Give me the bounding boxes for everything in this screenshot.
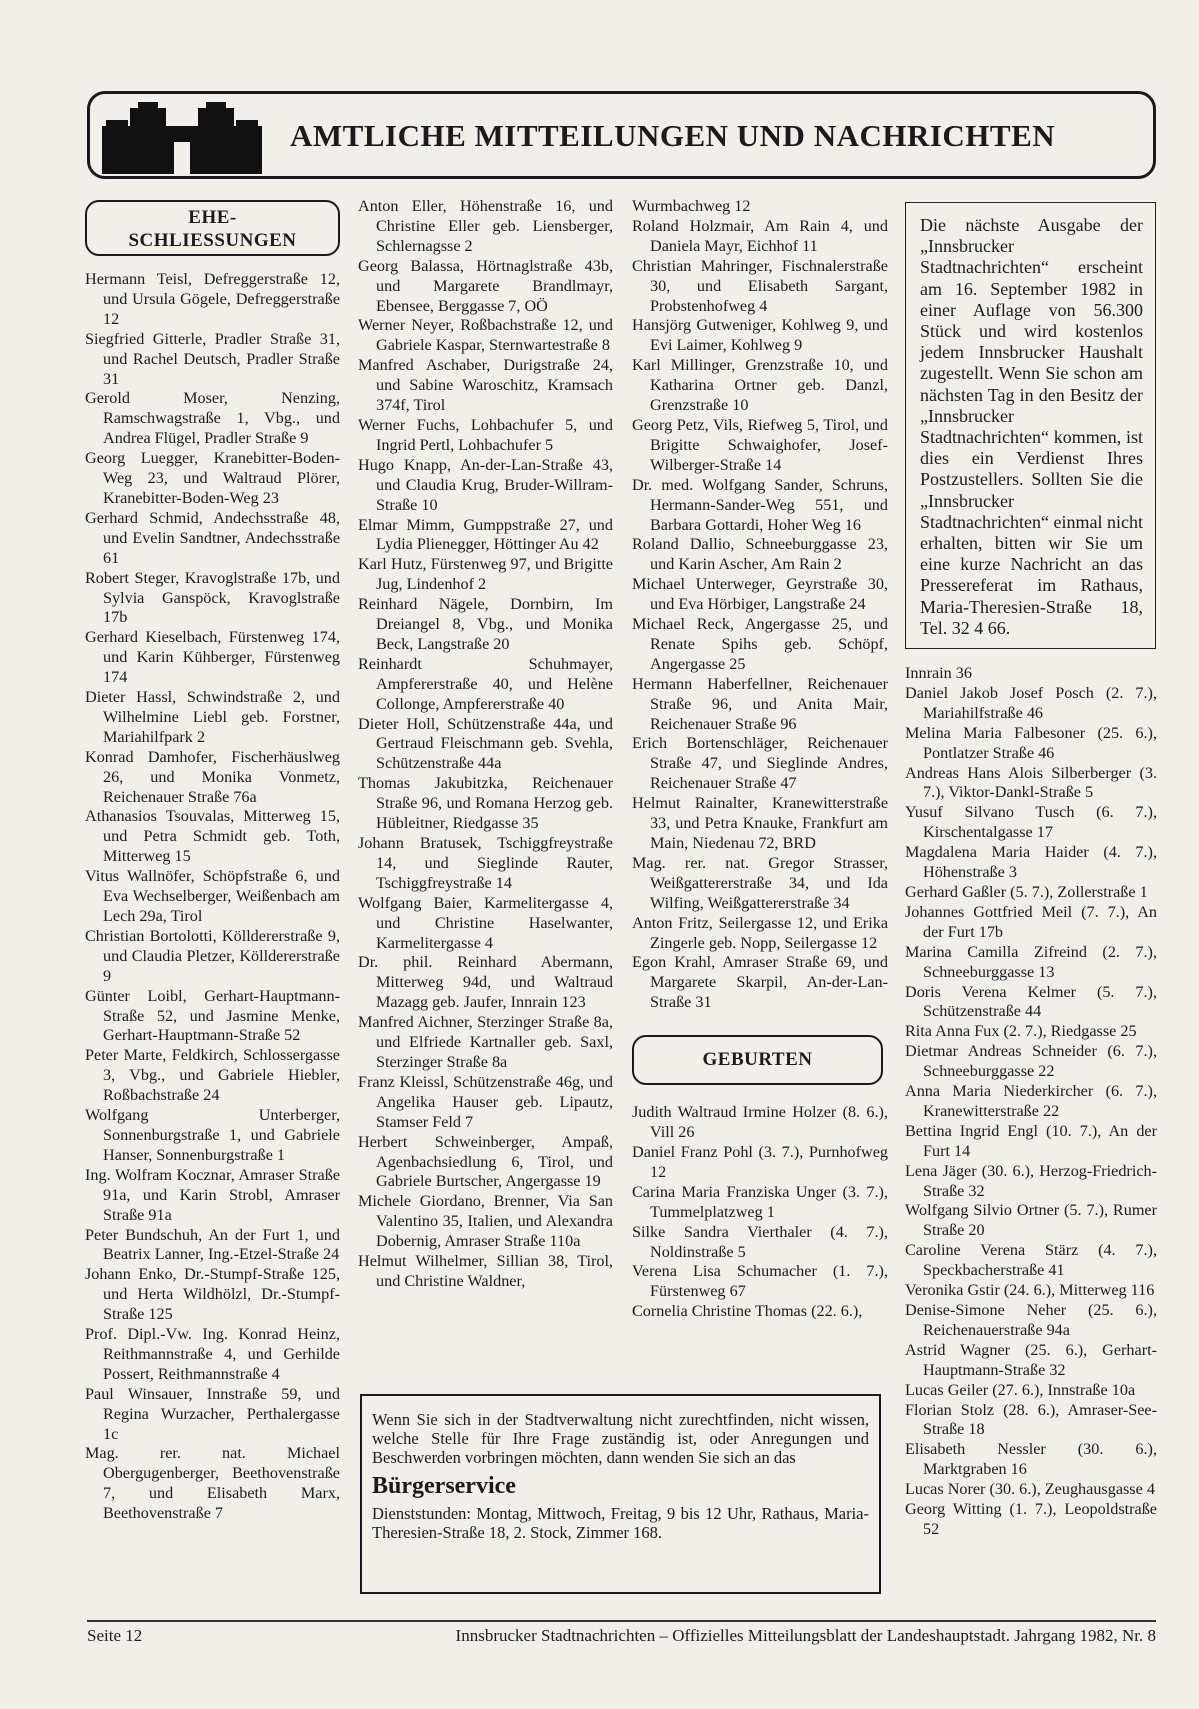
list-item: Michael Unterweger, Geyrstraße 30, und Eva Hörbiger, Langstraße 24 [632, 575, 888, 614]
list-item: Carina Maria Franziska Unger (3. 7.), Tummelplatzweg 1 [632, 1182, 888, 1221]
list-item: Karl Hutz, Fürstenweg 97, und Brigitte Jug, Lindenhof 2 [358, 555, 613, 594]
list-item: Gerhard Kieselbach, Fürstenweg 174, und Karin Kühberger, Fürstenweg 174 [85, 628, 340, 687]
list-item: Johannes Gottfried Meil (7. 7.), An der Furt 17b [905, 902, 1157, 941]
list-item: Egon Krahl, Amraser Straße 69, und Margarete Skarpil, An-der-Lan-Straße 31 [632, 953, 888, 1012]
list-item: Konrad Damhofer, Fischerhäuslweg 26, und Monika Vonmetz, Reichenauer Straße 76a [85, 747, 340, 806]
list-item: Erich Bortenschläger, Reichenauer Straße 47, und Sieglinde Andres, Reichenauer Straße 47 [632, 734, 888, 793]
list-item: Silke Sandra Vierthaler (4. 7.), Noldinstraße 5 [632, 1222, 888, 1261]
buergerservice-box [360, 1394, 881, 1594]
section-header [87, 91, 1156, 179]
list-item: Innrain 36 [905, 664, 972, 682]
list-item: Georg Luegger, Kranebitter-Boden-Weg 23, und Waltraud Plörer, Kranebitter-Boden-Weg 23 [85, 449, 340, 507]
list-item: Manfred Aschaber, Durigstraße 24, und Sabine Waroschitz, Kramsach 374f, Tirol [358, 356, 613, 415]
list-item: Paul Winsauer, Innstraße 59, und Regina Wurzacher, Perthalergasse 1c [85, 1384, 340, 1443]
section-title: AMTLICHE MITTEILUNGEN UND NACHRICHTEN [290, 118, 1056, 153]
list-item: Hansjörg Gutweniger, Kohlweg 9, und Evi Laimer, Kohlweg 9 [632, 316, 888, 355]
list-item: Thomas Jakubitzka, Reichenauer Straße 96, und Romana Herzog geb. Hübleitner, Riedgasse 35 [358, 774, 613, 833]
marriages-column-2 [358, 197, 613, 1292]
list-item: Anna Maria Niederkircher (6. 7.), Kranewitterstraße 22 [905, 1082, 1157, 1120]
buergerservice-intro: Wenn Sie sich in der Stadtverwaltung nicht zurechtfinden, nicht wissen, welche Stelle für Ihre Frage zuständig ist, oder Anregungen und Beschwerden vorbringen möchten, dann wenden Sie sich an das [372, 1410, 869, 1467]
marriages-list-3 [632, 197, 888, 1013]
list-item: Denise-Simone Neher (25. 6.), Reichenauerstraße 94a [905, 1301, 1157, 1339]
list-item: Ing. Wolfram Kocznar, Amraser Straße 91a, und Karin Strobl, Amraser Straße 91a [85, 1165, 340, 1224]
marriages-heading-line1: EHE- [188, 207, 237, 228]
list-item: Verena Lisa Schumacher (1. 7.), Fürstenweg 67 [632, 1262, 888, 1301]
list-item: Daniel Jakob Josef Posch (2. 7.), Mariahilfstraße 46 [905, 683, 1157, 722]
list-item: Lena Jäger (30. 6.), Herzog-Friedrich-Straße 32 [905, 1161, 1157, 1200]
list-item: Astrid Wagner (25. 6.), Gerhart-Hauptmann-Straße 32 [905, 1340, 1157, 1379]
list-item: Siegfried Gitterle, Pradler Straße 31, und Rachel Deutsch, Pradler Straße 31 [85, 329, 340, 388]
list-item: Herbert Schweinberger, Ampaß, Agenbachsiedlung 6, Tirol, und Gabriele Burtscher, Angergasse 19 [358, 1132, 613, 1191]
list-item: Werner Neyer, Roßbachstraße 12, und Gabriele Kaspar, Sternwartestraße 8 [358, 316, 613, 355]
list-item: Christian Mahringer, Fischnalerstraße 30, und Elisabeth Sargant, Probstenhofweg 4 [632, 256, 888, 315]
list-item: Dietmar Andreas Schneider (6. 7.), Schneeburggasse 22 [905, 1042, 1157, 1081]
list-item: Hugo Knapp, An-der-Lan-Straße 43, und Claudia Krug, Bruder-Willram-Straße 10 [358, 455, 613, 514]
list-item: Marina Camilla Zifreind (2. 7.), Schneeburggasse 13 [905, 942, 1157, 981]
list-item: Cornelia Christine Thomas (22. 6.), [632, 1302, 863, 1321]
list-item: Athanasios Tsouvalas, Mitterweg 15, und Petra Schmidt geb. Toth, Mitterweg 15 [85, 807, 340, 866]
marriages-heading [85, 200, 340, 256]
list-item: Michael Reck, Angergasse 25, und Renate Spihs geb. Schöpf, Angergasse 25 [632, 615, 888, 673]
list-item: Andreas Hans Alois Silberberger (3. 7.), Viktor-Dankl-Straße 5 [905, 763, 1157, 802]
list-item: Florian Stolz (28. 6.), Amraser-See-Straße 18 [905, 1400, 1157, 1439]
list-item: Caroline Verena Stärz (4. 7.), Speckbacherstraße 41 [905, 1241, 1157, 1280]
list-item: Franz Kleissl, Schützenstraße 46g, und Angelika Hauser geb. Lipautz, Stamser Feld 7 [358, 1072, 613, 1131]
list-item: Georg Petz, Vils, Riefweg 5, Tirol, und Brigitte Schwaighofer, Josef-Wilberger-Straße 14 [632, 415, 888, 474]
list-item: Reinhard Nägele, Dornbirn, Im Dreiangel 8, Vbg., und Monika Beck, Langstraße 20 [358, 595, 613, 653]
list-item: Karl Millinger, Grenzstraße 10, und Katharina Ortner geb. Danzl, Grenzstraße 10 [632, 356, 888, 415]
list-item: Elisabeth Nessler (30. 6.), Marktgraben 16 [905, 1440, 1157, 1479]
list-item: Roland Dallio, Schneeburggasse 23, und Karin Ascher, Am Rain 2 [632, 535, 888, 574]
publication-line: Innsbrucker Stadtnachrichten – Offizielles Mitteilungsblatt der Landeshauptstadt. Jahrgang 1982, Nr. 8 [455, 1626, 1156, 1645]
list-item: Anton Eller, Höhenstraße 16, und Christine Eller geb. Liensberger, Schlernagsse 2 [358, 197, 613, 255]
list-item: Wolfgang Silvio Ortner (5. 7.), Rumer Straße 20 [905, 1201, 1157, 1240]
list-item: Elmar Mimm, Gumppstraße 27, und Lydia Plienegger, Höttinger Au 42 [358, 515, 613, 554]
buergerservice-title: Bürgerservice [372, 1473, 516, 1499]
births-column-4 [905, 664, 1157, 1540]
marriages-list-1 [85, 270, 340, 1524]
next-issue-notice-text: Die nächste Ausgabe der „Innsbrucker Stadtnachrichten“ erscheint am 16. September 1982 in einer Auflage von 56.300 Stück und wird kostenlos jedem Innsbrucker Haushalt zugestellt. Wenn Sie schon am nächsten Tag in den Besitz der „Innsbrucker Stadtnachrichten“ kommen, ist dies ein Verdienst Ihres Postzustellers. Sollten Sie die „Innsbrucker Stadtnachrichten“ einmal nicht erhalten, bitten wir Sie um eine kurze Nachricht an das Pressereferat im Rathaus, Maria-Theresien-Straße 18, Tel. 32 4 66. [920, 215, 1143, 638]
births-list-2 [905, 664, 1157, 1540]
list-item: Georg Witting (1. 7.), Leopoldstraße 52 [905, 1500, 1157, 1538]
marriages-list-2 [358, 197, 613, 1292]
list-item: Johann Enko, Dr.-Stumpf-Straße 125, und Herta Wildhölzl, Dr.-Stumpf-Straße 125 [85, 1265, 340, 1324]
list-item: Melina Maria Falbesoner (25. 6.), Pontlatzer Straße 46 [905, 723, 1157, 762]
list-item: Georg Balassa, Hörtnaglstraße 43b, und Margarete Brandlmayr, Ebensee, Berggasse 7, OÖ [358, 256, 613, 315]
list-item: Dieter Hassl, Schwindstraße 2, und Wilhelmine Liebl geb. Forstner, Mariahilfpark 2 [85, 688, 340, 746]
list-item: Mag. rer. nat. Gregor Strasser, Weißgattererstraße 34, und Ida Wilfing, Weißgattererstraße 34 [632, 853, 888, 912]
marriages-heading-line2: SCHLIESSUNGEN [128, 230, 297, 251]
list-item: Magdalena Maria Haider (4. 7.), Höhenstraße 3 [905, 843, 1157, 882]
list-item: Lucas Geiler (27. 6.), Innstraße 10a [905, 1380, 1136, 1399]
list-item: Doris Verena Kelmer (5. 7.), Schützenstraße 44 [905, 982, 1157, 1021]
list-item: Yusuf Silvano Tusch (6. 7.), Kirschentalgasse 17 [905, 803, 1157, 842]
list-item: Gerhard Gaßler (5. 7.), Zollerstraße 1 [905, 882, 1148, 901]
list-item: Helmut Rainalter, Kranewitterstraße 33, und Petra Knauke, Frankfurt am Main, Niedenau 72, BRD [632, 794, 888, 852]
marriages-births-column-3 [632, 197, 888, 1322]
list-item: Mag. rer. nat. Michael Obergugenberger, Beethovenstraße 7, und Elisabeth Marx, Beethovenstraße 7 [85, 1444, 340, 1523]
list-item: Vitus Wallnöfer, Schöpfstraße 6, und Eva Wechselberger, Weißenbach am Lech 29a, Tirol [85, 867, 340, 925]
births-list-1 [632, 1103, 888, 1322]
list-item: Daniel Franz Pohl (3. 7.), Purnhofweg 12 [632, 1142, 888, 1181]
list-item: Roland Holzmair, Am Rain 4, und Daniela Mayr, Eichhof 11 [632, 216, 888, 255]
list-item: Hermann Teisl, Defreggerstraße 12, und Ursula Gögele, Defreggerstraße 12 [85, 270, 340, 328]
list-item: Lucas Norer (30. 6.), Zeughausgasse 4 [905, 1480, 1155, 1499]
list-item: Wolfgang Baier, Karmelitergasse 4, und Christine Haselwanter, Karmelitergasse 4 [358, 893, 613, 952]
list-item: Helmut Wilhelmer, Sillian 38, Tirol, und Christine Waldner, [358, 1252, 613, 1290]
list-item: Michele Giordano, Brenner, Via San Valentino 35, Italien, und Alexandra Dobernig, Amraser Straße 110a [358, 1192, 613, 1251]
list-item: Hermann Haberfellner, Reichenauer Straße 96, und Anita Mair, Reichenauer Straße 96 [632, 674, 888, 733]
list-item: Manfred Aichner, Sterzinger Straße 8a, und Elfriede Kartnaller geb. Saxl, Sterzinger Straße 8a [358, 1013, 613, 1071]
list-item: Günter Loibl, Gerhart-Hauptmann-Straße 52, und Jasmine Menke, Gerhart-Hauptmann-Straße 52 [85, 986, 340, 1045]
list-item: Gerhard Schmid, Andechsstraße 48, und Evelin Sandtner, Andechsstraße 61 [85, 508, 340, 567]
list-item: Judith Waltraud Irmine Holzer (8. 6.), Vill 26 [632, 1103, 888, 1142]
city-coat-of-arms-icon [102, 102, 262, 174]
page-number: Seite 12 [87, 1626, 143, 1645]
list-item: Johann Bratusek, Tschiggfreystraße 14, und Sieglinde Rauter, Tschiggfreystraße 14 [358, 834, 613, 892]
list-item: Werner Fuchs, Lohbachufer 5, und Ingrid Pertl, Lohbachufer 5 [358, 415, 613, 454]
births-heading: GEBURTEN [632, 1035, 883, 1085]
list-item: Dieter Holl, Schützenstraße 44a, und Gertraud Fleischmann geb. Svehla, Schützenstraße 44a [358, 714, 613, 773]
list-item: Bettina Ingrid Engl (10. 7.), An der Furt 14 [905, 1121, 1157, 1160]
list-item: Wolfgang Unterberger, Sonnenburgstraße 1, und Gabriele Hanser, Sonnenburgstraße 1 [85, 1106, 340, 1164]
marriages-column-1 [85, 200, 340, 1524]
list-item: Dr. med. Wolfgang Sander, Schruns, Hermann-Sander-Weg 551, und Barbara Gottardi, Hoher Weg 16 [632, 475, 888, 534]
list-item: Rita Anna Fux (2. 7.), Riedgasse 25 [905, 1022, 1137, 1041]
list-item: Wurmbachweg 12 [632, 197, 751, 215]
list-item: Christian Bortolotti, Kölldererstraße 9, und Claudia Pletzer, Kölldererstraße 9 [85, 926, 340, 985]
list-item: Peter Marte, Feldkirch, Schlossergasse 3, Vbg., und Gabriele Hiebler, Roßbachstraße 24 [85, 1046, 340, 1105]
list-item: Reinhardt Schuhmayer, Ampfererstraße 40, und Helène Collonge, Ampfererstraße 40 [358, 654, 613, 713]
buergerservice-hours: Dienststunden: Montag, Mittwoch, Freitag, 9 bis 12 Uhr, Rathaus, Maria-Theresien-Straße 18, 2. Stock, Zimmer 168. [372, 1504, 869, 1542]
list-item: Peter Bundschuh, An der Furt 1, und Beatrix Lanner, Ing.-Etzel-Straße 24 [85, 1225, 340, 1264]
list-item: Veronika Gstir (24. 6.), Mitterweg 116 [905, 1281, 1155, 1300]
next-issue-notice [905, 202, 1156, 649]
footer-rule [87, 1620, 1156, 1622]
list-item: Dr. phil. Reinhard Abermann, Mitterweg 94d, und Waltraud Mazagg geb. Jaufer, Innrain 123 [358, 953, 613, 1012]
list-item: Robert Steger, Kravoglstraße 17b, und Sylvia Ganspöck, Kravoglstraße 17b [85, 568, 340, 627]
list-item: Prof. Dipl.-Vw. Ing. Konrad Heinz, Reithmannstraße 4, und Gerhilde Possert, Reithmannstraße 4 [85, 1325, 340, 1383]
list-item: Gerold Moser, Nenzing, Ramschwagstraße 1, Vbg., und Andrea Flügel, Pradler Straße 9 [85, 389, 340, 448]
list-item: Anton Fritz, Seilergasse 12, und Erika Zingerle geb. Nopp, Seilergasse 12 [632, 913, 888, 952]
